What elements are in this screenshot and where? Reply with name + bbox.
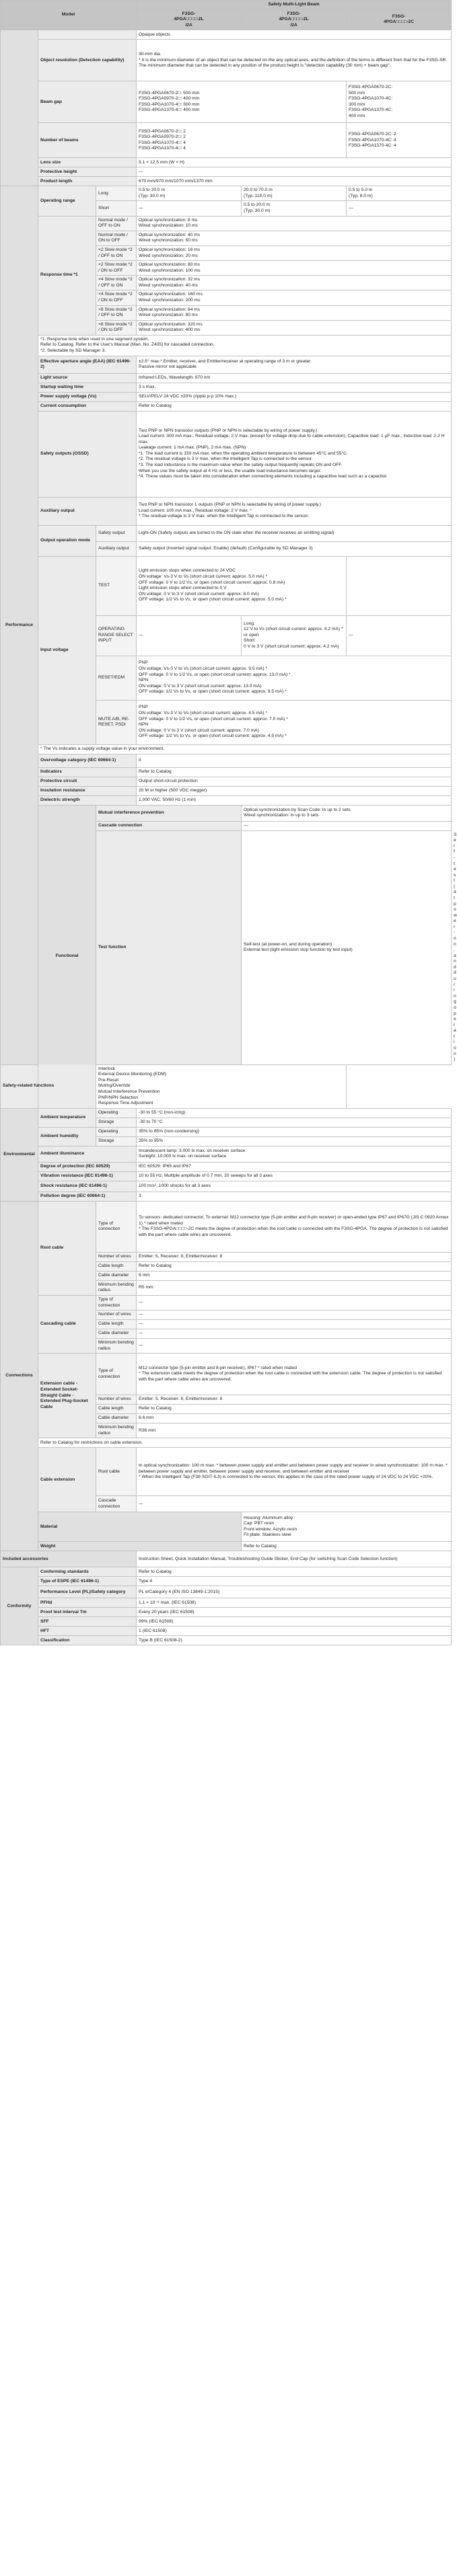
- spec-label: Cascading cable: [38, 1295, 96, 1353]
- spec-row: [1, 1598, 452, 1608]
- spec-label: Root cable: [38, 1201, 96, 1295]
- spec-row: [1, 356, 452, 373]
- spec-row: [1, 1162, 452, 1171]
- spec-row: [1, 1295, 452, 1310]
- spec-row: [1, 30, 452, 40]
- spec-sublabel: Type of connection: [96, 1201, 137, 1252]
- spec-value: Refer to Catalog: [137, 1405, 452, 1414]
- spec-note: * The Vs indicates a supply voltage value in your environment.: [38, 744, 452, 754]
- spec-sublabel: ×8 Slow mode *2 / ON to OFF: [96, 320, 137, 335]
- spec-value: Instruction Sheet, Quick Installation Manual, Troubleshooting Guide Sticker, End Cap (for switching Scan Code Selection function): [137, 1551, 452, 1567]
- spec-label: Conforming standards: [38, 1567, 137, 1577]
- spec-value: Optical synchronization: 80 ms Wired synchronization: 100 ms: [137, 261, 452, 276]
- spec-value: 30-mm dia. * It is the minimum diameter of an object that can be detected on the any optical axes, and the definition of the terms is different from that for the F3SG-SR. The minimum diameter that can be detected in any position of the product height is "detection capability (30 mm) + beam gap".: [137, 40, 452, 81]
- spec-row: [1, 1438, 452, 1448]
- spec-value: Light-ON (Safety outputs are turned to the ON state when the receiver receives an emitting signal): [137, 525, 452, 541]
- spec-row: [1, 525, 452, 541]
- spec-row: [1, 1617, 452, 1627]
- spec-value: Optical synchronization: 8 ms Wired synchronization: 10 ms: [137, 216, 452, 231]
- spec-sublabel: Normal mode / ON to OFF: [96, 231, 137, 245]
- spec-label: Ambient humidity: [38, 1127, 96, 1146]
- spec-value-alt: —: [347, 201, 452, 216]
- spec-value: Refer to Catalog: [137, 1261, 452, 1271]
- model-column-1: F3SG- 4PGA□□□□-2L /2A: [137, 9, 242, 30]
- spec-row: [1, 1127, 452, 1136]
- spec-category: Performance: [1, 186, 38, 1064]
- spec-value: 1,000 VAC, 50/60 Hz (1 min): [137, 795, 452, 805]
- spec-value: 6 mm: [137, 1271, 452, 1280]
- spec-value-alt: 20.0 to 70.0 m (Typ. 110.0 m): [242, 186, 347, 201]
- spec-value: Optical synchronization: 16 ms Wired synchronization: 20 ms: [137, 245, 452, 260]
- spec-value-alt: 0.5 to 5.0 m (Typ. 8.0 m): [347, 186, 452, 201]
- spec-value: -30 to 55 °C (non-icing): [137, 1108, 452, 1118]
- spec-label: Light source: [38, 373, 137, 383]
- spec-row: [1, 1181, 452, 1192]
- spec-label: Proof test interval Tm: [38, 1608, 137, 1617]
- spec-value: Light emission stops when connected to 24 VDC ON voltage: Vs-3 V to Vs (short circuit current: approx. 5.0 mA) * OFF voltage: 0 V to 1/2 Vs, or open (short circuit current: approx. 0.8 mA) Light emission stops when connected to 0 V ON voltage: 0 V to 3 V (short circuit current: approx. 8.0 mA) OFF voltage: 1/2 Vs to Vs, or open (short circuit current: approx. 5.0 mA) *: [137, 556, 347, 615]
- spec-value: 35% to 85% (non-condensing): [137, 1127, 452, 1136]
- spec-sublabel: Safety output: [96, 525, 137, 541]
- spec-category: [1, 30, 38, 186]
- spec-sublabel: Number of wires: [96, 1311, 137, 1320]
- spec-row: [1, 786, 452, 795]
- spec-label: Input voltage: [38, 556, 96, 744]
- spec-row: [1, 1586, 452, 1598]
- spec-sublabel: Long: [96, 186, 137, 201]
- model-column-2: F3SG- 4PGA□□□□-2L /2A: [242, 9, 347, 30]
- spec-row: [1, 777, 452, 786]
- spec-row: [1, 40, 452, 81]
- spec-value: 100 m/s², 1000 shocks for all 3 axes: [137, 1181, 452, 1192]
- spec-value: Optical synchronization: 64 ms Wired synchronization: 80 ms: [137, 305, 452, 320]
- spec-category: Conformity: [1, 1567, 38, 1645]
- spec-value: 99% (IEC 61508): [137, 1617, 452, 1627]
- spec-label: Mutual interference prevention: [96, 805, 242, 821]
- spec-label: Type of ESPE (IEC 61496-1): [38, 1577, 137, 1586]
- spec-row: [1, 1636, 452, 1645]
- spec-row: [1, 1627, 452, 1636]
- spec-value: 0.5 to 20.0 m (Typ. 30.0 m): [137, 186, 242, 201]
- spec-value: Emitter: 5, Receiver: 8, Emitter/receiver: 8: [137, 1395, 452, 1405]
- spec-sublabel: Operating: [96, 1127, 137, 1136]
- spec-value: 10 to 55 Hz, Multiple amplitude of 0.7 mm, 20 sweeps for all 3 axes: [137, 1171, 452, 1181]
- spec-sublabel: Cascade connection: [96, 1496, 137, 1512]
- spec-category: Included accessories: [1, 1551, 137, 1567]
- spec-value: 1 (IEC 61508): [137, 1627, 452, 1636]
- spec-value: IEC 60529: IP65 and IP67: [137, 1162, 452, 1171]
- spec-value: Type 4: [137, 1577, 452, 1586]
- spec-sublabel: ×2 Slow mode *2 / ON to OFF: [96, 261, 137, 276]
- spec-row: [1, 556, 452, 615]
- spec-category: Connections: [1, 1201, 38, 1551]
- spec-row: [1, 795, 452, 805]
- spec-value: Emitter: 5, Receiver: 8, Emitter/receiver: 8: [137, 1252, 452, 1261]
- spec-label: Overvoltage category (IEC 60664-1): [38, 754, 137, 767]
- spec-label: Shock resistance (IEC 61496-1): [38, 1181, 137, 1192]
- spec-sublabel: Auxiliary output: [96, 541, 137, 556]
- spec-label: Beam gap: [38, 81, 137, 123]
- spec-row: [1, 1171, 452, 1181]
- spec-label: Product length: [38, 177, 137, 186]
- spec-label: Degree of protection (IEC 60529): [38, 1162, 137, 1171]
- spec-value: Refer to Catalog: [137, 1567, 452, 1577]
- spec-row: [1, 373, 452, 383]
- spec-value-alt: [347, 556, 452, 615]
- spec-note: *1. Response time when used in one segment system. Refer to Catalog, Refer to the User's Manual (Man. No. Z405) for cascaded connection. *2. Selectable by SD Manager 3.: [38, 335, 452, 356]
- spec-value: —: [137, 615, 242, 656]
- spec-label: Test function: [96, 830, 242, 1064]
- spec-sublabel: Root cable: [96, 1448, 137, 1496]
- spec-label: Ambient illuminance: [38, 1146, 137, 1162]
- spec-label: Startup waiting time: [38, 383, 137, 392]
- spec-label: Vibration resistance (IEC 61496-1): [38, 1171, 137, 1181]
- spec-sublabel: Short: [96, 201, 137, 216]
- spec-row: [1, 401, 452, 411]
- spec-label: Output operation mode: [38, 525, 96, 556]
- spec-label: Performance Level (PL)/Safety category: [38, 1586, 137, 1598]
- spec-sublabel: Cable length: [96, 1405, 137, 1414]
- spec-value: In optical synchronization: 100 m max. * between power supply and emitter and between power supply and receiver In wired synchronization: 100 m max. * between power supply and emitter, between power supply and receiver, and between emitter and receiver * When the Intelligent Tap (F39-SGIT-IL3) is connected to the sensor, this applies in the case of the rated power supply of 24 VDC to 24 VDC +20%.: [137, 1448, 452, 1496]
- spec-value: Optical synchronization: 320 ms Wired synchronization: 400 ms: [137, 320, 452, 335]
- model-column-3: F3SG- 4PGA□□□□-2C: [347, 9, 452, 30]
- spec-value: Every 20 years (IEC 61508): [137, 1608, 452, 1617]
- spec-sublabel: Storage: [96, 1118, 137, 1127]
- spec-row: [1, 1146, 452, 1162]
- spec-value: Optical synchronization: 32 ms Wired synchronization: 40 ms: [137, 276, 452, 290]
- spec-sublabel: Minimum bending radius: [96, 1280, 137, 1295]
- spec-row: [1, 81, 452, 123]
- spec-value: II: [137, 754, 452, 767]
- spec-row: [1, 1448, 452, 1496]
- spec-row: [1, 1512, 452, 1542]
- spec-value-alt: —: [347, 615, 452, 656]
- spec-row: [1, 1064, 452, 1108]
- spec-row: [1, 767, 452, 777]
- spec-value: 1.1 × 10⁻⁸ max. (IEC 61508): [137, 1598, 452, 1608]
- spec-row: [1, 754, 452, 767]
- spec-sublabel: Number of wires: [96, 1395, 137, 1405]
- spec-value: Refer to Catalog: [242, 1542, 452, 1551]
- spec-row: [1, 158, 452, 167]
- spec-value: 6.6 mm: [137, 1414, 452, 1423]
- spec-sublabel: Normal mode / OFF to ON: [96, 216, 137, 231]
- spec-value: -30 to 70 °C: [137, 1118, 452, 1127]
- spec-value: 3: [137, 1192, 452, 1201]
- spec-sublabel: Storage: [96, 1136, 137, 1146]
- spec-value: Type B (IEC 61508-2): [137, 1636, 452, 1645]
- spec-row: [1, 123, 452, 158]
- spec-value: Interlock External Device Monitoring (EDM) Pre-Reset Muting/Override Mutual Interference Prevention PNP/NPN Selection Response Time Adjustment: [96, 1064, 347, 1108]
- spec-row: [1, 1192, 452, 1201]
- spec-value: —: [137, 1311, 452, 1320]
- beam-header: Safety Multi-Light Beam: [137, 1, 452, 10]
- spec-value: Two PNP or NPN transistor 1 outputs (PNP or NPN is selectable by wiring of power supply.) Load current: 100 mA max., Residual voltage: 2 V max. * * The residual voltage is 3 V max. when the Intelligent Tap is connected to the sensor.: [137, 497, 452, 525]
- spec-sublabel: Minimum bending radius: [96, 1339, 137, 1354]
- spec-label: SFF: [38, 1617, 137, 1627]
- spec-value: —: [137, 1295, 452, 1310]
- spec-category: Weight: [38, 1542, 242, 1551]
- spec-value: Refer to Catalog: [137, 401, 452, 411]
- spec-sublabel: ×2 Slow mode *2 / OFF to ON: [96, 245, 137, 260]
- spec-row: [1, 1354, 452, 1395]
- spec-value: PNP ON voltage: Vs-3 V to Vs (short circuit current: approx. 4.5 mA) * OFF voltage: 0 V to 1/2 Vs, or open (short circuit current: approx. 7.0 mA) * NPN ON voltage: 0 V to 3 V (short circuit current: approx. 7.0 mA) OFF voltage: 1/2 Vs to Vs, or open (short circuit current: approx. 4.5 mA) *: [137, 700, 452, 744]
- spec-row: Test function Self-test (at power-on, and during operation) External test (light emission stop function by test input) Self-test (at power-on, and during operation): [1, 830, 452, 1064]
- spec-value: Self-test (at power-on, and during operation) External test (light emission stop function by test input): [242, 830, 452, 1064]
- spec-row: [1, 411, 452, 497]
- spec-row: [1, 216, 452, 231]
- spec-row: [1, 1608, 452, 1617]
- spec-label: Safety-related functions: [1, 1064, 96, 1108]
- spec-value: —: [137, 167, 452, 177]
- spec-row: [1, 1201, 452, 1252]
- spec-value-alt: 0.5 to 20.0 m (Typ. 30.0 m): [242, 201, 347, 216]
- spec-value: —: [137, 1496, 452, 1512]
- spec-label: Number of beams: [38, 123, 137, 158]
- spec-value: Refer to Catalog: [137, 767, 452, 777]
- spec-value: 3 s max.: [137, 383, 452, 392]
- spec-value: SELV/PELV 24 VDC ±20% (ripple p-p 10% max.): [137, 392, 452, 401]
- spec-label: Protective height: [38, 167, 137, 177]
- spec-label: Effective aperture angle (EAA) (IEC 61496-2): [38, 356, 137, 373]
- spec-value: Optical synchronization: 160 ms Wired synchronization: 200 ms: [137, 290, 452, 305]
- spec-value: Opaque objects: [137, 30, 452, 40]
- spec-label: PFHd: [38, 1598, 137, 1608]
- spec-note: Refer to Catalog for restrictions on cable extension.: [38, 1438, 452, 1448]
- spec-row: [1, 383, 452, 392]
- spec-value: F3SG-4PGA0670-2□: 500 mm F3SG-4PGA0970-2□: 400 mm F3SG-4PGA1070-4□: 300 mm F3SG-4PGA1370-4□: 400 mm: [137, 81, 347, 123]
- spec-value: Optical synchronization by Scan Code: In up to 2 sets Wired synchronization: In up to 3 sets: [242, 805, 452, 821]
- spec-sublabel: Cable diameter: [96, 1271, 137, 1280]
- spec-sublabel: Type of connection: [96, 1295, 137, 1310]
- spec-value: Output short-circuit protection: [137, 777, 452, 786]
- spec-sublabel: ×4 Slow mode *2 / ON to OFF: [96, 290, 137, 305]
- spec-row: [1, 744, 452, 754]
- spec-label: Object resolution (Detection capability): [38, 40, 137, 81]
- spec-value: PL e/Category 4 (EN ISO 13849-1:2015): [137, 1586, 452, 1598]
- spec-category: Functional: [38, 805, 96, 1108]
- spec-sublabel: TEST: [96, 556, 137, 615]
- spec-sublabel: RESET/EDM: [96, 656, 137, 700]
- spec-sublabel: Cable length: [96, 1320, 137, 1329]
- model-header: Model: [1, 1, 137, 30]
- spec-label: Ambient temperature: [38, 1108, 96, 1127]
- header-row-1: [1, 1, 452, 10]
- spec-label: HFT: [38, 1627, 137, 1636]
- spec-value: Two PNP or NPN transistor outputs (PNP or NPN is selectable by wiring of power supply.) Load current: 300 mA max., Residual voltage: 2 V max. (except for voltage drop due to cable extension), Capacitive load: 1 μF max., Inductive load: 2.2 H max. Leakage current: 1 mA max. (PNP), 2 mA max. (NPN) *1. The load current is 150 mA max. when the operating ambient temperature is between 45°C and 55°C. *2. The residual voltage is 3 V max. when the Intelligent Tap is connected to the sensor. *3. The load inductance is the maximum value when the safety output frequently repeats ON and OFF. When you use the safety output at 4 Hz or less, the usable load inductance becomes larger. *4. These values must be taken into consideration when connecting elements including a capacitive load such as a capacitor.: [137, 411, 452, 497]
- spec-value-alt: F3SG-4PGA0670-2C: 500 mm F3SG-4PGA1070-4C: 300 mm F3SG-4PGA1370-4C: 400 mm: [347, 81, 452, 123]
- spec-row: [1, 186, 452, 201]
- spec-row: [1, 805, 452, 821]
- spec-label: Classification: [38, 1636, 137, 1645]
- spec-row: [1, 1108, 452, 1118]
- spec-label: Indicators: [38, 767, 137, 777]
- spec-value: F3SG-4PGA0670-2□: 2 F3SG-4PGA0970-2□: 2 F3SG-4PGA1070-4□: 4 F3SG-4PGA1370-4□: 4: [137, 123, 347, 158]
- spec-value: Optical synchronization: 40 ms Wired synchronization: 50 ms: [137, 231, 452, 245]
- spec-label: Cable extension: [38, 1448, 96, 1512]
- spec-value: Housing: Aluminum alloy Cap: PBT resin Front window: Acrylic resin Fit plate: Stainless steel: [242, 1512, 452, 1542]
- spec-sublabel: ×4 Slow mode *2 / OFF to ON: [96, 276, 137, 290]
- spec-value: Safety output (Inverted signal output: Enable) (default) (Configurable by SD Manager 3): [137, 541, 452, 556]
- spec-value: 5.1 × 12.5 mm (W × H): [137, 158, 452, 167]
- spec-label: Pollution degree (IEC 60664-1): [38, 1192, 137, 1201]
- spec-value: —: [137, 1339, 452, 1354]
- spec-label: Extension cable - Extended Socket-Straight Cable - Extended Plug-Socket Cable: [38, 1354, 96, 1438]
- spec-value: —: [137, 201, 242, 216]
- spec-value: 35% to 95%: [137, 1136, 452, 1146]
- spec-value: 20 M or higher (500 VDC megger): [137, 786, 452, 795]
- spec-sublabel: MUTE A/B, RE-RESET, PSDI: [96, 700, 137, 744]
- spec-value-alt: F3SG-4PGA0670-2C: 2 F3SG-4PGA1070-4C: 4 F3SG-4PGA1370-4C: 4: [347, 123, 452, 158]
- spec-label: Insulation resistance: [38, 786, 137, 795]
- spec-value: Infrared LEDs, Wavelength: 870 nm: [137, 373, 452, 383]
- spec-value: M12 connector type (5-pin emitter and 8-pin receiver), IP67 * rated when mated * The extension cable meets the degree of protection when the root cable is connected with the extension cable. The degree of protection is not satisfied with the part where cable wires are uncovered.: [137, 1354, 452, 1395]
- spec-row: [1, 392, 452, 401]
- spec-category: Material: [38, 1512, 242, 1542]
- spec-value: R36 mm: [137, 1423, 452, 1438]
- spec-row: [1, 1577, 452, 1586]
- spec-row: [1, 177, 452, 186]
- spec-value: 670 mm/970 mm/1070 mm/1370 mm: [137, 177, 452, 186]
- spec-sublabel: Type of connection: [96, 1354, 137, 1395]
- spec-value: —: [242, 821, 452, 830]
- spec-label: Response time *1: [38, 216, 96, 335]
- spec-sublabel: Operating: [96, 1108, 137, 1118]
- spec-sublabel: Cable diameter: [96, 1414, 137, 1423]
- spec-label: Safety outputs (OSSD): [38, 411, 137, 497]
- spec-label: Cascade connection: [96, 821, 242, 830]
- spec-row: [1, 497, 452, 525]
- spec-sublabel: OPERATING RANGE SELECT INPUT: [96, 615, 137, 656]
- spec-value: R5 mm: [137, 1280, 452, 1295]
- spec-category: Environmental: [1, 1108, 38, 1201]
- spec-row: [1, 335, 452, 356]
- spec-sublabel: ×8 Slow mode *2 / OFF to ON: [96, 305, 137, 320]
- spec-sublabel: Number of wires: [96, 1252, 137, 1261]
- spec-value: To sensors: dedicated connector, To external: M12 connector type (5-pin emitter and 8-pin receiver) or open-ended type IP67 and IP67G (JIS C 0920 Annex 1) * rated when mated * The F3SG-4PGA□□□□-2C meets the degree of protection when the root cable is connected with the F3SG-4PGA. The degree of protection is not satisfied with the part where cable wires are uncovered.: [137, 1201, 452, 1252]
- spec-value: —: [137, 1320, 452, 1329]
- spec-sublabel: Cable diameter: [96, 1329, 137, 1339]
- spec-sublabel: Cable length: [96, 1261, 137, 1271]
- spec-label: Power supply voltage (Vs): [38, 392, 137, 401]
- spec-row: [1, 1567, 452, 1577]
- spec-label: Operating range: [38, 186, 96, 216]
- spec-value: ±2.5° max.* Emitter, receiver, and Emitter/receiver at operating range of 3 m or greater. Passive mirror not applicable: [137, 356, 452, 373]
- spec-label: Lens size: [38, 158, 137, 167]
- spec-sublabel: Minimum bending radius: [96, 1423, 137, 1438]
- spec-label: Dielectric strength: [38, 795, 137, 805]
- spec-value: Incandescent lamp: 3,000 lx max. on receiver surface Sunlight: 10,000 lx max. on receiver surface: [137, 1146, 452, 1162]
- spec-label: Protective circuit: [38, 777, 137, 786]
- spec-label: Current consumption: [38, 401, 137, 411]
- spec-row: [1, 1542, 452, 1551]
- spec-value-alt: Long: 12 V to Vs (short circuit current: approx. 4.2 mA) * or open Short: 0 V to 3 V (short circuit current: approx. 4.2 mA): [242, 615, 347, 656]
- spec-label: Auxiliary output: [38, 497, 137, 525]
- spec-value: —: [137, 1329, 452, 1339]
- spec-label: [38, 30, 137, 40]
- spec-value: PNP ON voltage: Vs-3 V to Vs (short circuit current: approx. 9.5 mA) * OFF voltage: 0 V to 1/2 Vs, or open (short circuit current: approx. 13.0 mA) * NPN ON voltage: 0 V to 3 V (short circuit current: approx. 13.0 mA) OFF voltage: 1/2 Vs to Vs, or open (short circuit current: approx. 9.5 mA) *: [137, 656, 452, 700]
- spec-row: [1, 1551, 452, 1567]
- spec-row: [1, 167, 452, 177]
